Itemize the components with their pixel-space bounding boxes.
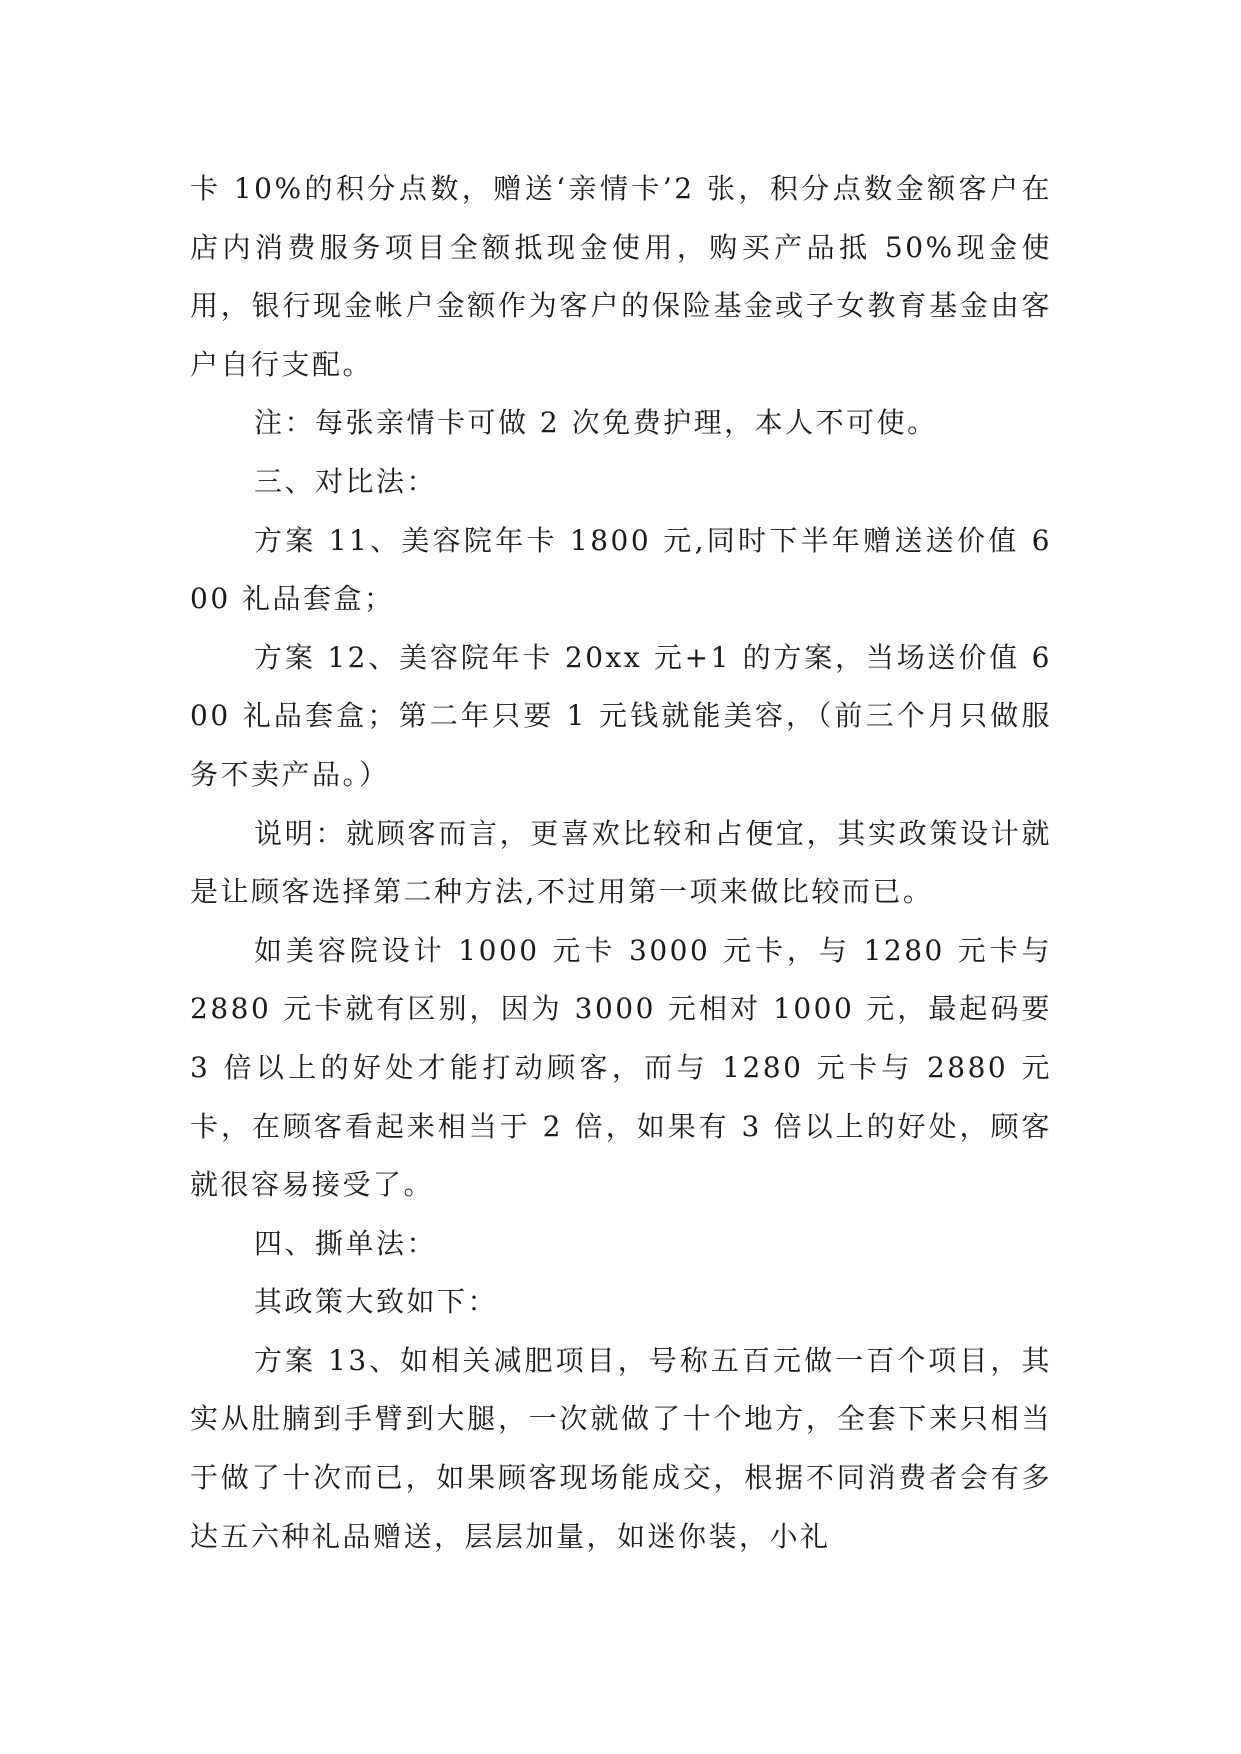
section-heading-8: 四、撕单法： (254, 1226, 438, 1260)
section-heading-3: 三、对比法： (254, 464, 438, 498)
paragraph-10: 方案 13、如相关减肥项目，号称五百元做一百个项目，其实从肚腩到手臂到大腿，一次就做了十个地方，全套下来只相当于做了十次而已，如果顾客现场能成交，根据不同消费者会有多达五六种礼品赠送，层层加量，如迷你装，小礼 (190, 1343, 1052, 1553)
paragraph-1: 卡 10%的积分点数，赠送‘亲情卡’2 张，积分点数金额客户在店内消费服务项目全额抵现金使用，购买产品抵 50%现金使用，银行现金帐户金额作为客户的保险基金或子女教育基金由客户自行支配。 (190, 172, 1052, 381)
paragraph-9: 其政策大致如下： (254, 1285, 499, 1319)
paragraph-6: 说明：就顾客而言，更喜欢比较和占便宜，其实政策设计就是让顾客选择第二种方法,不过用第一项来做比较而已。 (190, 816, 1052, 909)
paragraph-5: 方案 12、美容院年卡 20xx 元+1 的方案，当场送价值 600 礼品套盒；第二年只要 1 元钱就能美容，（前三个月只做服务不卖产品。） (190, 640, 1052, 791)
document-body (190, 160, 1052, 1566)
paragraph-7: 如美容院设计 1000 元卡 3000 元卡，与 1280 元卡与 2880 元卡就有区别，因为 3000 元相对 1000 元，最起码要 3 倍以上的好处才能打动顾客，而与 1280 元卡与 2880 元卡，在顾客看起来相当于 2 倍，如果有 3 倍以上的好处，顾客就很容易接受了。 (190, 933, 1052, 1202)
paragraph-2: 注：每张亲情卡可做 2 次免费护理，本人不可使。 (254, 406, 938, 440)
paragraph-4: 方案 11、美容院年卡 1800 元,同时下半年赠送送价值 600 礼品套盒； (190, 523, 1052, 616)
